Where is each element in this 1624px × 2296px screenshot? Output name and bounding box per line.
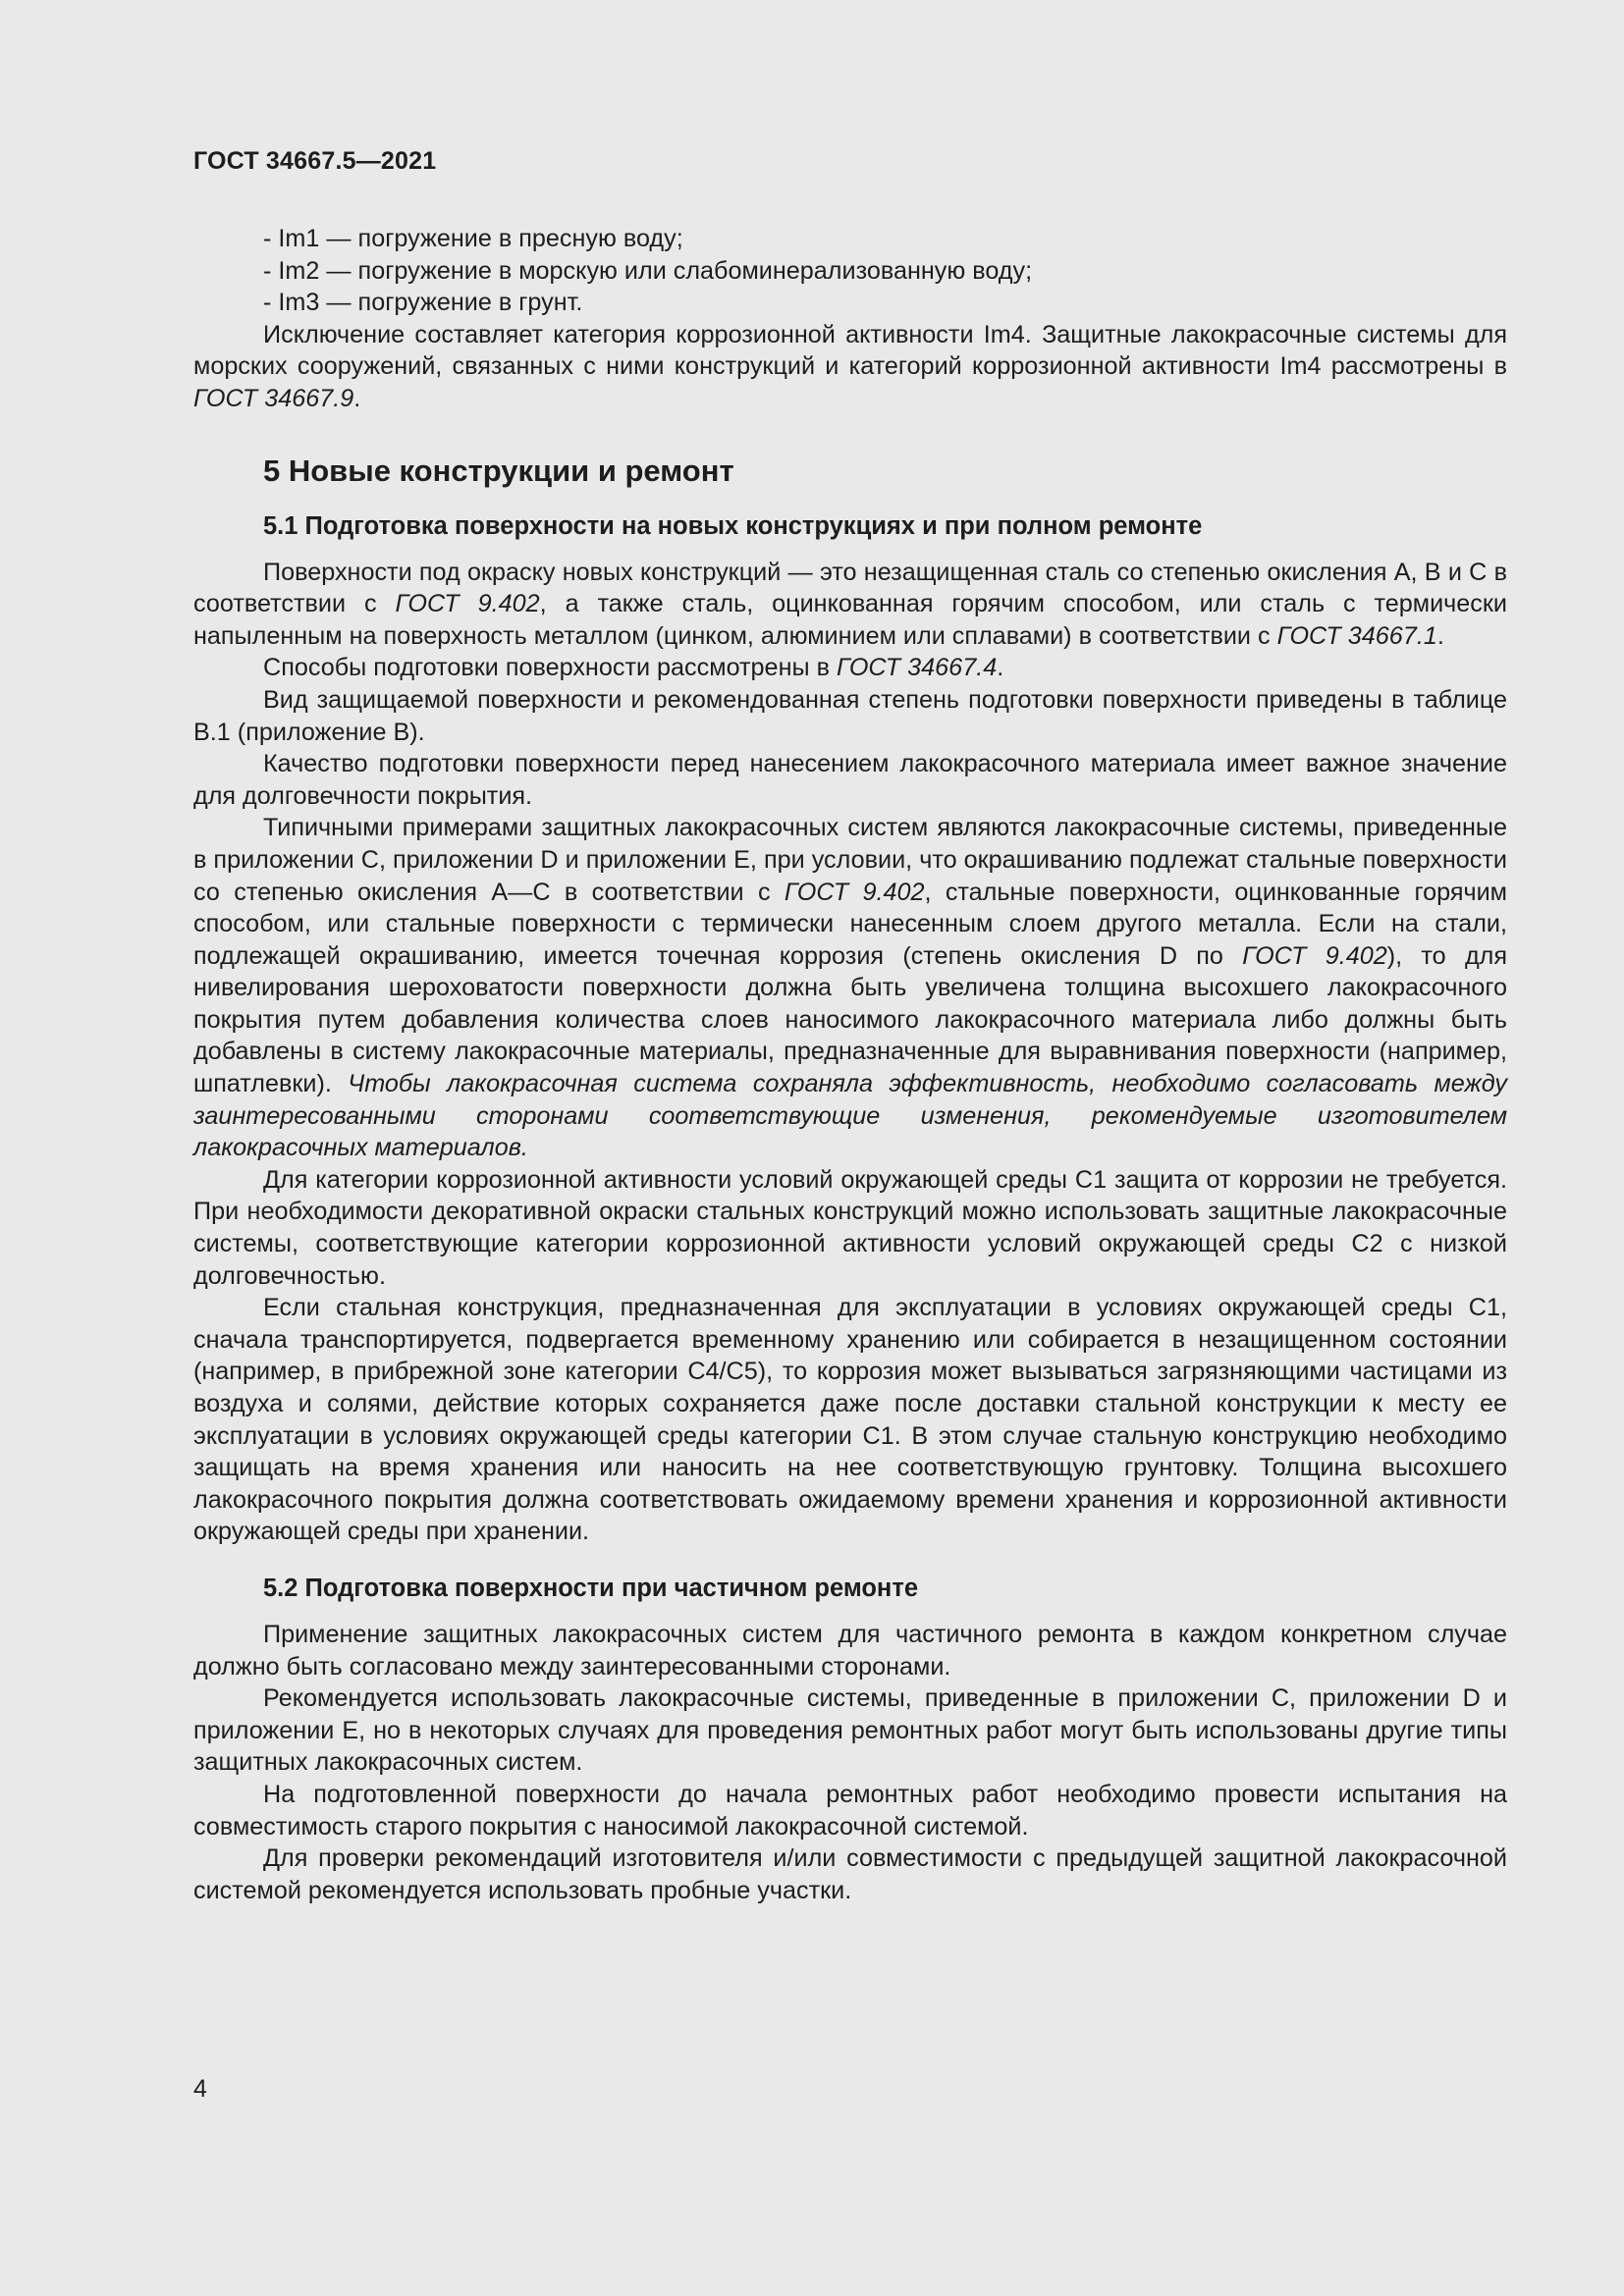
italic-note: Чтобы лакокрасочная система сохраняла эффективность, необходимо согласовать между заинтересованными сторонами соответствующие изменения, рекомендуемые изготовителем лакокрасочных материалов. bbox=[193, 1070, 1508, 1162]
paragraph: Способы подготовки поверхности рассмотрены в ГОСТ 34667.4. bbox=[263, 654, 1004, 682]
paragraph: Качество подготовки поверхности перед нанесением лакокрасочного материала имеет важное значение для долговечности покрытия. bbox=[193, 750, 1507, 810]
paragraph: Для проверки рекомендаций изготовителя и/или совместимости с предыдущей защитной лакокрасочной системой рекомендуется использовать пробные участки. bbox=[193, 1844, 1507, 1904]
list-item: - Im2 — погружение в морскую или слабоминерализованную воду; bbox=[263, 256, 1033, 285]
subsection-title: 5.1 Подготовка поверхности на новых конструкциях и при полном ремонте bbox=[263, 511, 1203, 540]
paragraph: Если стальная конструкция, предназначенная для эксплуатации в условиях окружающей среды С1, сначала транспортируется, подвергается временному хранению или собирается в незащищенном состоянии (например, в прибрежной зоне категории С4/С5), то коррозия может вызываться загрязняющими частицами из воздуха и солями, действие которых сохраняется даже после доставки стальной конструкции к месту ее эксплуатации в условиях окружающей среды категории С1. В этом случае стальную конструкцию необходимо защищать на время хранения или наносить на нее соответствующую грунтовку. Толщина высохшего лакокрасочного покрытия должна соответствовать ожидаемому времени хранения и коррозионной активности окружающей среды при хранении. bbox=[193, 1294, 1507, 1546]
page-number: 4 bbox=[193, 2075, 207, 2103]
list-item: - Im3 — погружение в грунт. bbox=[263, 289, 583, 317]
document-header: ГОСТ 34667.5—2021 bbox=[193, 147, 437, 175]
subsection-title: 5.2 Подготовка поверхности при частичном ремонте bbox=[263, 1574, 919, 1602]
paragraph: Рекомендуется использовать лакокрасочные системы, приведенные в приложении С, приложении D и приложении Е, но в некоторых случаях для проведения ремонтных работ могут быть использованы другие типы защитных лакокрасочных систем. bbox=[193, 1684, 1507, 1777]
document-body bbox=[193, 223, 1507, 1906]
list-item: - Im1 — погружение в пресную воду; bbox=[263, 225, 683, 252]
paragraph: На подготовленной поверхности до начала ремонтных работ необходимо провести испытания на совместимость старого покрытия с наносимой лакокрасочной системой. bbox=[193, 1780, 1507, 1841]
standard-reference: ГОСТ 9.402 bbox=[1242, 941, 1387, 970]
standard-reference: ГОСТ 34667.4 bbox=[836, 654, 998, 682]
paragraph: Вид защищаемой поверхности и рекомендованная степень подготовки поверхности приведены в таблице В.1 (приложение В). bbox=[193, 685, 1507, 746]
paragraph: Применение защитных лакокрасочных систем для частичного ремонта в каждом конкретном случае должно быть согласовано между заинтересованными сторонами. bbox=[193, 1620, 1507, 1681]
section-title: 5 Новые конструкции и ремонт bbox=[263, 453, 734, 488]
paragraph-exception: Исключение составляет категория коррозионной активности Im4. Защитные лакокрасочные системы для морских сооружений, связанных с ними конструкций и категорий коррозионной активности Im4 рассмотрены в ГОСТ 34667.9. bbox=[193, 320, 1507, 412]
standard-reference: ГОСТ 34667.1 bbox=[1276, 621, 1437, 650]
paragraph: Для категории коррозионной активности условий окружающей среды С1 защита от коррозии не требуется. При необходимости декоративной окраски стальных конструкций можно использовать защитные лакокрасочные системы, соответствующие категории коррозионной активности условий окружающей среды С2 с низкой долговечностью. bbox=[193, 1165, 1507, 1290]
standard-reference: ГОСТ 9.402 bbox=[395, 590, 540, 618]
paragraph: Поверхности под окраску новых конструкций — это незащищенная сталь со степенью окисления А, В и С в соответствии с ГОСТ 9.402, а также сталь, оцинкованная горячим способом, или сталь с термически напыленным на поверхность металлом (цинком, алюминием или сплавами) в соответствии с ГОСТ 34667.1. bbox=[193, 558, 1507, 650]
standard-reference: ГОСТ 34667.9 bbox=[193, 384, 354, 412]
paragraph: Типичными примерами защитных лакокрасочных систем являются лакокрасочные системы, приведенные в приложении С, приложении D и приложении Е, при условии, что окрашиванию подлежат стальные поверхности со степенью окисления А—С в соответствии с ГОСТ 9.402, стальные поверхности, оцинкованные горячим способом, или стальные поверхности с термически нанесенным слоем другого металла. Если на стали, подлежащей окрашиванию, имеется точечная коррозия (степень окисления D по ГОСТ 9.402), то для нивелирования шероховатости поверхности должна быть увеличена толщина высохшего лакокрасочного покрытия путем добавления количества слоев наносимого лакокрасочного материала либо должны быть добавлены в систему лакокрасочные материалы, предназначенные для выравнивания поверхности (например, шпатлевки). Чтобы лакокрасочная система сохраняла эффективность, необходимо согласовать между заинтересованными сторонами соответствующие изменения, рекомендуемые изготовителем лакокрасочных материалов. bbox=[193, 814, 1508, 1162]
standard-reference: ГОСТ 9.402 bbox=[784, 878, 925, 906]
